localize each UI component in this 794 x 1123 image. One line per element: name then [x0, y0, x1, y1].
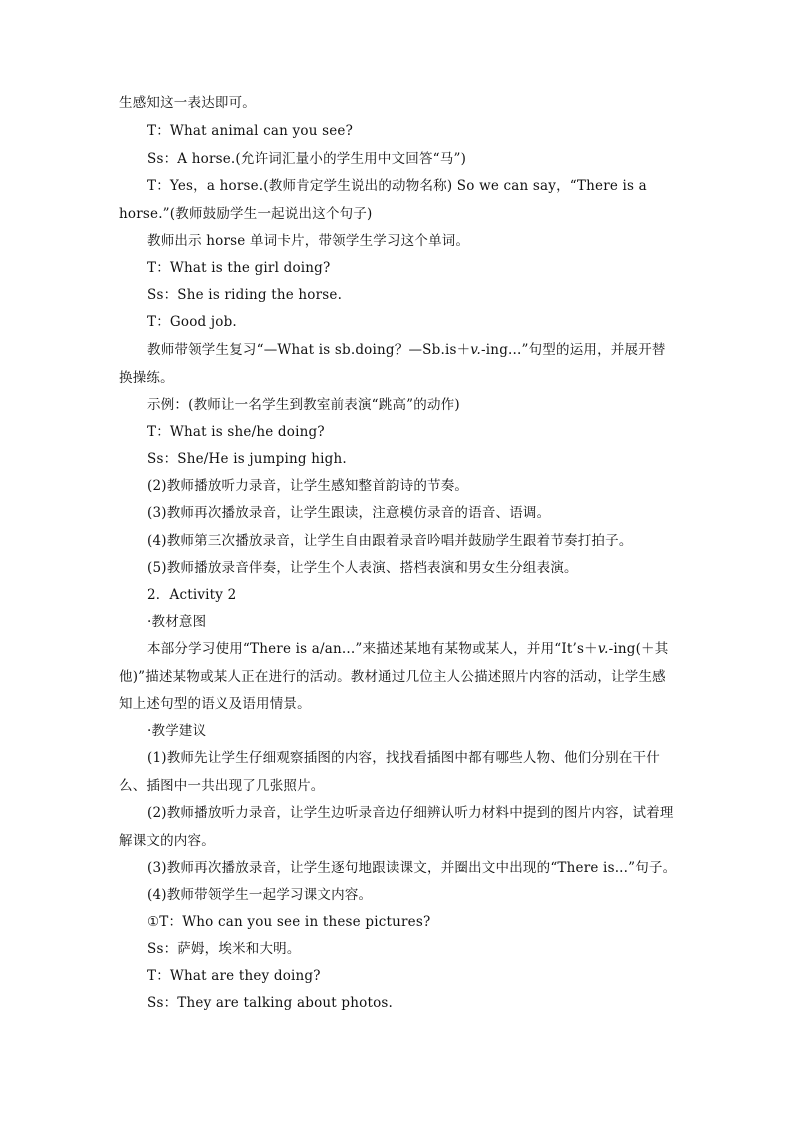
subsection-heading: ·教材意图 [147, 614, 207, 630]
text-run-italic: v. [470, 342, 482, 358]
paragraph: 示例：(教师让一名学生到教室前表演“跳高”的动作) [147, 397, 460, 413]
dialogue-line: Ss：She/He is jumping high. [147, 451, 347, 467]
list-item: (3)教师再次播放录音，让学生跟读，注意模仿录音的语音、语调。 [147, 505, 551, 521]
list-item: (4)教师第三次播放录音，让学生自由跟着录音吟唱并鼓励学生跟着节奏打拍子。 [147, 533, 633, 549]
subsection-heading: ·教学建议 [147, 723, 207, 739]
text-run: -ing...”句型的运用，并展开替换操练。 [119, 342, 666, 386]
dialogue-line: Ss：萨姆，埃米和大明。 [147, 941, 301, 957]
text-run: -ing(＋其他)”描述某物或某人正在进行的活动。教材通过几位主人公描述照片内容的活动，让学生感知上述句型的语义及语用情景。 [119, 641, 669, 712]
text-run: 本部分学习使用“There is a/an...”来描述某地有某物或某人，并用“It’s＋ [147, 641, 598, 657]
list-item: (3)教师再次播放录音，让学生逐句地跟读课文，并圈出文中出现的“There is...”句子。 [147, 860, 677, 876]
dialogue-line: Ss：She is riding the horse. [147, 287, 343, 303]
list-item: (1)教师先让学生仔细观察插图的内容，找找看插图中都有哪些人物、他们分别在干什么、插图中一共出现了几张照片。 [119, 750, 660, 794]
dialogue-line: ①T：Who can you see in these pictures? [147, 914, 431, 930]
list-item: (2)教师播放听力录音，让学生感知整首韵诗的节奏。 [147, 478, 469, 494]
paragraph [119, 636, 679, 719]
dialogue-line: Ss：They are talking about photos. [147, 995, 394, 1011]
dialogue-line: T：What are they doing? [147, 968, 321, 984]
dialogue-line: T：What is she/he doing? [147, 424, 325, 440]
dialogue-line: Ss：A horse.(允许词汇量小的学生用中文回答“马”) [147, 151, 467, 167]
list-item: (2)教师播放听力录音，让学生边听录音边仔细辨认听力材料中提到的图片内容，试着理解课文的内容。 [119, 805, 674, 849]
list-item: (4)教师带领学生一起学习课文内容。 [147, 887, 373, 903]
list-item: (5)教师播放录音伴奏，让学生个人表演、搭档表演和男女生分组表演。 [147, 560, 578, 576]
section-heading: 2．Activity 2 [147, 587, 237, 603]
paragraph [119, 337, 679, 392]
dialogue-line: T：What is the girl doing? [147, 260, 331, 276]
paragraph: 教师出示 horse 单词卡片，带领学生学习这个单词。 [147, 233, 470, 249]
dialogue-line: T：What animal can you see? [147, 123, 354, 139]
dialogue-line: T：Good job. [147, 314, 237, 330]
text-run: 教师带领学生复习“—What is sb.doing？—Sb.is＋ [147, 342, 471, 358]
paragraph: 生感知这一表达即可。 [119, 95, 256, 111]
dialogue-line: T：Yes，a horse.(教师肯定学生说出的动物名称) So we can say，“There is a horse.”(教师鼓励学生一起说出这个句子) [119, 178, 647, 222]
text-run-italic: v. [597, 641, 609, 657]
